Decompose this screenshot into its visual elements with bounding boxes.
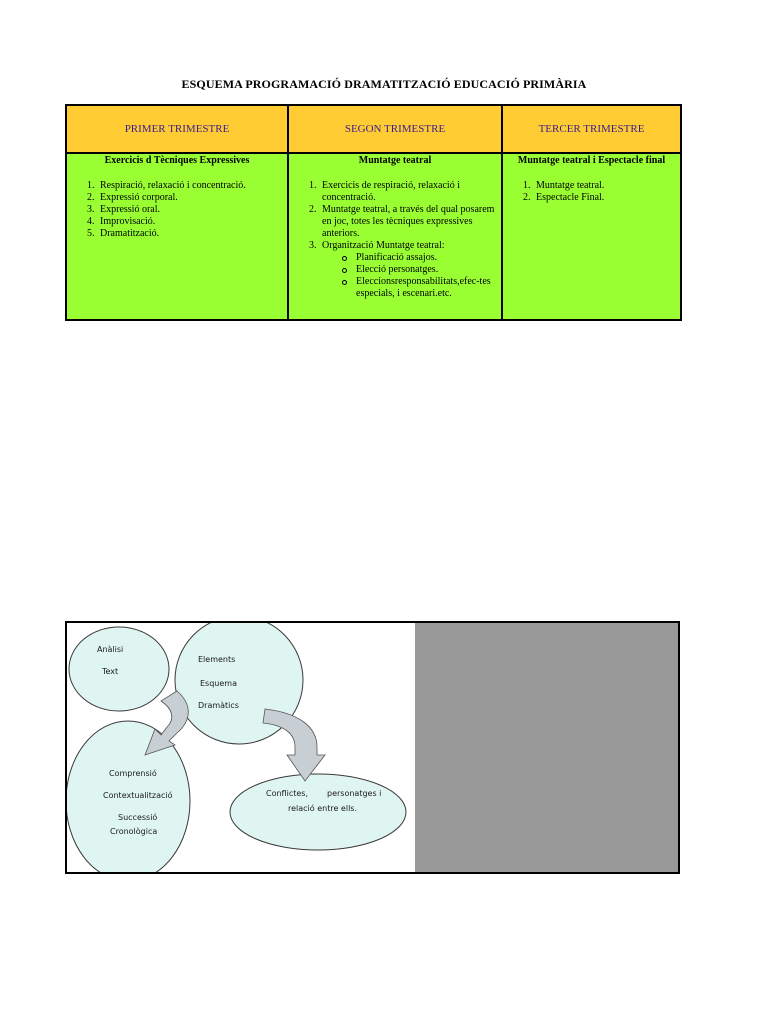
sub-list-item: Eleccionsresponsabilitats,efec-tes especials, i escenari.etc. [340, 276, 497, 300]
gray-panel [415, 623, 680, 872]
header-primer-trimestre: PRIMER TRIMESTRE [66, 105, 288, 153]
schedule-table [65, 104, 682, 321]
list-item: 1. Respiració, relaxació i concentració. [97, 180, 283, 192]
list [293, 180, 497, 300]
sub-list-item: Planificació assajos. [340, 252, 497, 264]
label-elements-1: Elements [198, 655, 236, 664]
list-item: 2. Espectacle Final. [533, 192, 676, 204]
arrow-icon [263, 709, 325, 781]
label-comprensio-3: Successió [118, 813, 158, 822]
label-conflictes-1b: personatges i [327, 789, 382, 798]
cell-tercer-trimestre [502, 153, 681, 320]
table-body-row [66, 153, 681, 320]
label-comprensio-2: Contextualització [103, 791, 173, 800]
list-item: 5. Dramatització. [97, 228, 283, 240]
label-conflictes-1a: Conflictes, [266, 789, 308, 798]
list [507, 180, 676, 204]
sub-list-item: Elecció personatges. [340, 264, 497, 276]
header-segon-trimestre: SEGON TRIMESTRE [288, 105, 502, 153]
cell-heading: Exercicis d Tècniques Expressives [104, 155, 250, 166]
cell-heading: Muntatge teatral [358, 155, 432, 166]
list-item: 3. Expressió oral. [97, 204, 283, 216]
header-tercer-trimestre: TERCER TRIMESTRE [502, 105, 681, 153]
bubble-analisi [69, 627, 169, 711]
list-item: 1. Exercicis de respiració, relaxació i concentració. [319, 180, 497, 204]
concept-diagram [65, 621, 680, 874]
label-analisi-1: Anàlisi [97, 645, 124, 654]
label-elements-3: Dramàtics [198, 701, 239, 710]
table-header-row [66, 105, 681, 153]
document-title: ESQUEMA PROGRAMACIÓ DRAMATITZACIÓ EDUCACIÓ PRIMÀRIA [181, 77, 587, 91]
list-item: 1. Muntatge teatral. [533, 180, 676, 192]
cell-segon-trimestre [288, 153, 502, 320]
list-item: 4. Improvisació. [97, 216, 283, 228]
cell-primer-trimestre [66, 153, 288, 320]
list [71, 180, 283, 240]
cell-heading: Muntatge teatral i Espectacle final [517, 155, 666, 166]
list-item-label: Organització Muntatge teatral: [322, 240, 445, 251]
label-comprensio-1: Comprensió [109, 769, 157, 778]
label-elements-2: Esquema [200, 679, 237, 688]
label-comprensio-4: Cronològica [110, 827, 158, 836]
list-item [319, 240, 497, 300]
list-item: 2. Muntatge teatral, a través del qual posarem en joc, totes les tècniques expressives anteriors. [319, 204, 497, 240]
list-item: 2. Expressió corporal. [97, 192, 283, 204]
label-conflictes-2: relació entre ells. [288, 804, 358, 813]
label-analisi-2: Text [102, 667, 119, 676]
sub-list [322, 252, 497, 300]
